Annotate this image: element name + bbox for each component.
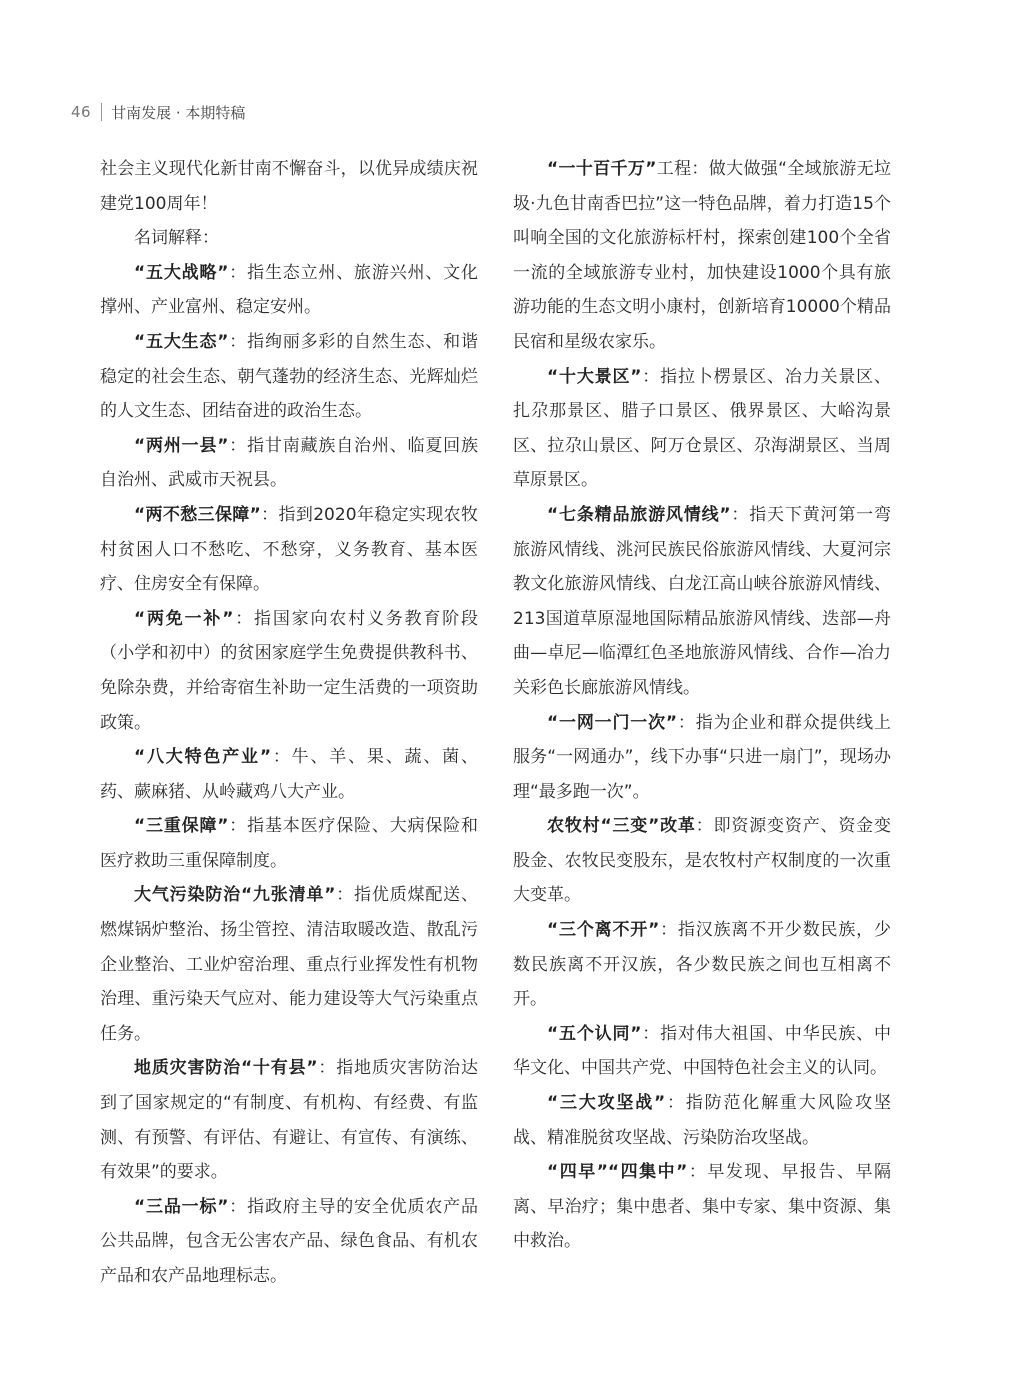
glossary-entry [100, 1051, 478, 1189]
glossary-entry [100, 429, 478, 498]
glossary-entry [513, 1086, 891, 1155]
glossary-term: “三品一标” [134, 1196, 229, 1217]
glossary-entry [513, 913, 891, 1017]
right-column [513, 152, 891, 1259]
glossary-entry [100, 498, 478, 602]
glossary-definition: ：指拉卜楞景区、冶力关景区、扎尕那景区、腊子口景区、俄界景区、大峪沟景区、拉尕山景区、阿万仓景区、尕海湖景区、当周草原景区。 [513, 366, 891, 491]
glossary-entry [100, 878, 478, 1051]
glossary-term: “两不愁三保障” [134, 504, 261, 525]
header-divider [101, 103, 102, 121]
glossary-entry [100, 602, 478, 740]
glossary-term: “八大特色产业” [134, 747, 272, 768]
left-column [100, 152, 478, 1294]
glossary-entry [513, 1017, 891, 1086]
glossary-definition: ：指天下黄河第一弯旅游风情线、洮河民族民俗旅游风情线、大夏河宗教文化旅游风情线、白龙江高山峡谷旅游风情线、213国道草原湿地国际精品旅游风情线、迭部—舟曲—卓尼—临潭红色圣地旅游风情线、合作—冶力关彩色长廊旅游风情线。 [513, 504, 891, 698]
glossary-term: “三重保障” [134, 816, 229, 837]
glossary-term: “五大战略” [134, 262, 229, 283]
glossary-term: “一网一门一次” [547, 712, 678, 733]
glossary-definition: ：指甘南藏族自治州、临夏回族自治州、武威市天祝县。 [100, 435, 478, 491]
glossary-term: 地质灾害防治“十有县” [134, 1058, 318, 1079]
glossary-definition: ：指地质灾害防治达到了国家规定的“有制度、有机构、有经费、有监测、有预警、有评估、有避让、有宣传、有演练、有效果”的要求。 [100, 1058, 478, 1183]
glossary-entry [100, 809, 478, 878]
glossary-entry [100, 152, 478, 221]
glossary-definition: ：指基本医疗保险、大病保险和医疗救助三重保障制度。 [100, 816, 478, 871]
glossary-definition: ：指到2020年稳定实现农牧村贫困人口不愁吃、不愁穿，义务教育、基本医疗、住房安全有保障。 [100, 504, 478, 595]
glossary-term: “一十百千万” [547, 159, 657, 179]
glossary-entry [513, 360, 891, 498]
glossary-term: 大气污染防治“九张清单” [134, 885, 336, 906]
glossary-definition: ：即资源变资产、资金变股金、农牧民变股东，是农牧村产权制度的一次重大变革。 [513, 816, 891, 906]
glossary-entry [513, 706, 891, 810]
glossary-term: “三个离不开” [547, 920, 660, 941]
glossary-entry [513, 498, 891, 706]
glossary-term: “四早”“四集中” [547, 1162, 688, 1183]
glossary-definition: ：指优质煤配送、燃煤锅炉整治、扬尘管控、清洁取暖改造、散乱污企业整治、工业炉窑治理、重点行业挥发性有机物治理、重污染天气应对、能力建设等大气污染重点任务。 [100, 885, 478, 1044]
glossary-term: 农牧村“三变”改革 [547, 816, 696, 837]
glossary-definition: ：指对伟大祖国、中华民族、中华文化、中国共产党、中国特色社会主义的认同。 [513, 1023, 891, 1079]
glossary-definition: ：指生态立州、旅游兴州、文化撑州、产业富州、稳定安州。 [100, 262, 478, 318]
glossary-term: “五大生态” [134, 331, 229, 352]
section-title: 甘南发展 · 本期特稿 [111, 103, 246, 122]
glossary-definition: 社会主义现代化新甘南不懈奋斗，以优异成绩庆祝建党100周年！ [100, 159, 478, 214]
glossary-definition: 工程：做大做强“全域旅游无垃圾·九色甘南香巴拉”这一特色品牌，着力打造15个叫响全国的文化旅游标杆村，探索创建100个全省一流的全域旅游专业村，加快建设1000个具有旅游功能的生态文明小康村，创新培育10000个精品民宿和星级农家乐。 [513, 159, 891, 352]
page-header [71, 100, 245, 124]
glossary-entry [513, 152, 891, 360]
glossary-term: “两州一县” [134, 435, 229, 456]
glossary-entry [100, 325, 478, 429]
glossary-definition: ：指防范化解重大风险攻坚战、精准脱贫攻坚战、污染防治攻坚战。 [513, 1093, 891, 1148]
glossary-term: “十大景区” [547, 366, 642, 387]
glossary-definition: ：指绚丽多彩的自然生态、和谐稳定的社会生态、朝气蓬勃的经济生态、光辉灿烂的人文生态、团结奋进的政治生态。 [100, 331, 478, 422]
glossary-definition: ：指汉族离不开少数民族，少数民族离不开汉族，各少数民族之间也互相离不开。 [513, 920, 891, 1010]
glossary-entry [100, 256, 478, 325]
glossary-definition: ：指政府主导的安全优质农产品公共品牌，包含无公害农产品、绿色食品、有机农产品和农产品地理标志。 [100, 1196, 478, 1286]
glossary-definition: ：早发现、早报告、早隔离、早治疗；集中患者、集中专家、集中资源、集中救治。 [513, 1162, 891, 1252]
glossary-term: “五个认同” [547, 1023, 642, 1044]
glossary-term: “七条精品旅游风情线” [547, 504, 731, 525]
glossary-definition: 名词解释： [134, 228, 219, 249]
glossary-term: “三大攻坚战” [547, 1093, 666, 1114]
glossary-term: “两免一补” [134, 608, 234, 629]
page-number: 46 [71, 103, 92, 121]
glossary-entry [100, 221, 478, 256]
glossary-entry [513, 809, 891, 913]
glossary-definition: ：指为企业和群众提供线上服务“一网通办”，线下办事“只进一扇门”，现场办理“最多跑一次”。 [513, 712, 891, 802]
glossary-definition: ：牛、羊、果、蔬、菌、药、蕨麻猪、从岭藏鸡八大产业。 [100, 747, 478, 802]
glossary-entry [513, 1155, 891, 1259]
glossary-entry [100, 740, 478, 809]
glossary-definition: ：指国家向农村义务教育阶段（小学和初中）的贫困家庭学生免费提供教科书、免除杂费，并给寄宿生补助一定生活费的一项资助政策。 [100, 608, 478, 733]
glossary-entry [100, 1190, 478, 1294]
